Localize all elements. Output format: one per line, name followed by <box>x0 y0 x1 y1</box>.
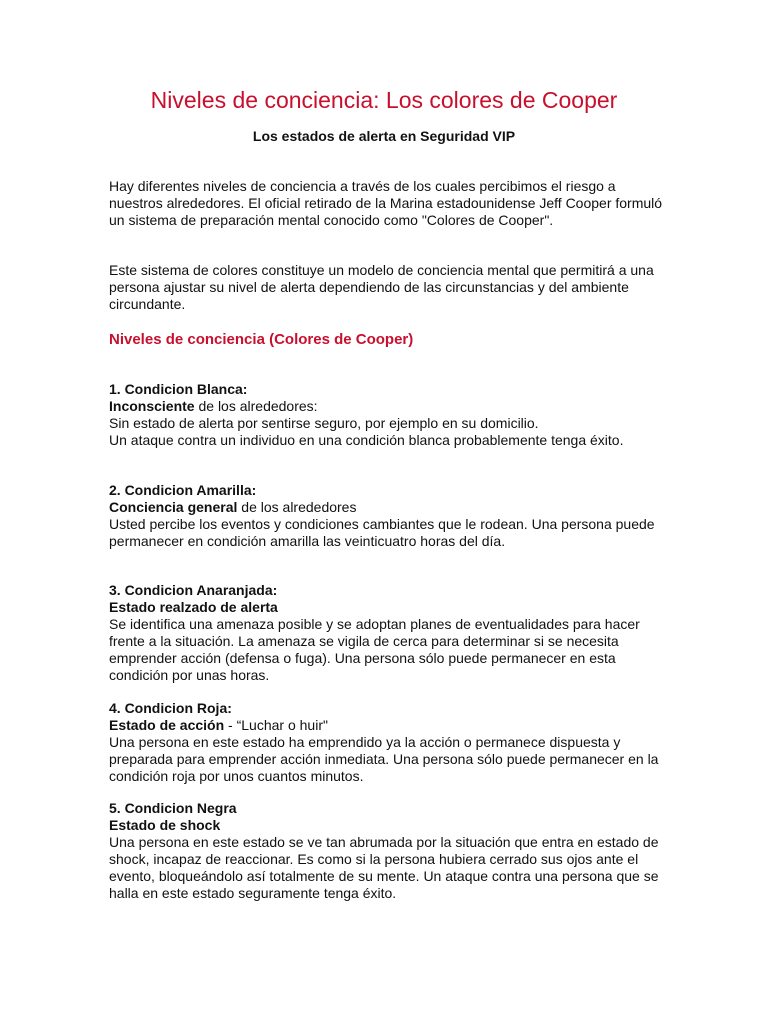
level-state: Conciencia general <box>109 499 238 515</box>
level-description-line: Usted percibe los eventos y condiciones cambiantes que le rodean. Una persona puede permanecer en condición amarilla las veinticuatro horas del día. <box>109 516 655 549</box>
level-state-line <box>109 817 669 834</box>
level-state-suffix: de los alrededores: <box>194 398 318 414</box>
level-title: 3. Condicion Anaranjada: <box>109 582 278 598</box>
level-state: Inconsciente <box>109 398 195 414</box>
level-state-line <box>109 398 669 415</box>
level-red <box>109 700 669 785</box>
level-orange <box>109 582 669 684</box>
level-state: Estado de acción <box>109 717 225 733</box>
document-subtitle: Los estados de alerta en Seguridad VIP <box>252 128 516 144</box>
level-description-line: Un ataque contra un individuo en una condición blanca probablemente tenga éxito. <box>109 432 624 448</box>
level-state-line <box>109 499 669 516</box>
document-title: Niveles de conciencia: Los colores de Cooper <box>150 87 618 113</box>
level-state-line <box>109 717 669 734</box>
level-description-line: Una persona en este estado se ve tan abrumada por la situación que entra en estado de shock, incapaz de reaccionar. Es como si la persona hubiera cerrado sus ojos ante el evento, bloqueándolo así totalmente de su mente. Un ataque contra una persona que se halla en este estado seguramente tenga éxito. <box>109 834 659 901</box>
intro-paragraph-1: Hay diferentes niveles de conciencia a través de los cuales percibimos el riesgo a nuestros alrededores. El oficial retirado de la Marina estadounidense Jeff Cooper formuló un sistema de preparación mental conocido como "Colores de Cooper". <box>109 178 663 228</box>
level-title: 5. Condicion Negra <box>109 800 237 816</box>
level-white <box>109 381 669 449</box>
level-description-line: Una persona en este estado ha emprendido ya la acción o permanece dispuesta y preparada para emprender acción inmediata. Una persona sólo puede permanecer en la condición roja por unos cuantos minutos. <box>109 734 659 784</box>
level-black <box>109 800 669 902</box>
level-state-line <box>109 599 669 616</box>
level-description-line: Se identifica una amenaza posible y se adoptan planes de eventualidades para hacer frente a la situación. La amenaza se vigila de cerca para determinar si se necesita emprender acción (defensa o fuga). Una persona sólo puede permanecer en esta condición por unas horas. <box>109 616 640 683</box>
level-state: Estado realzado de alerta <box>109 599 278 615</box>
intro-paragraph-2: Este sistema de colores constituye un modelo de conciencia mental que permitirá a una persona ajustar su nivel de alerta dependiendo de las circunstancias y del ambiente circundante. <box>109 262 654 312</box>
level-yellow <box>109 482 669 550</box>
level-title: 4. Condicion Roja: <box>109 700 232 716</box>
level-description-line: Sin estado de alerta por sentirse seguro, por ejemplo en su domicilio. <box>109 415 539 431</box>
level-state-suffix: - “Luchar o huir" <box>224 717 328 733</box>
section-heading: Niveles de conciencia (Colores de Cooper) <box>109 331 414 348</box>
level-state: Estado de shock <box>109 817 221 833</box>
level-title: 1. Condicion Blanca: <box>109 381 248 397</box>
level-title: 2. Condicion Amarilla: <box>109 482 257 498</box>
level-state-suffix: de los alrededores <box>237 499 357 515</box>
